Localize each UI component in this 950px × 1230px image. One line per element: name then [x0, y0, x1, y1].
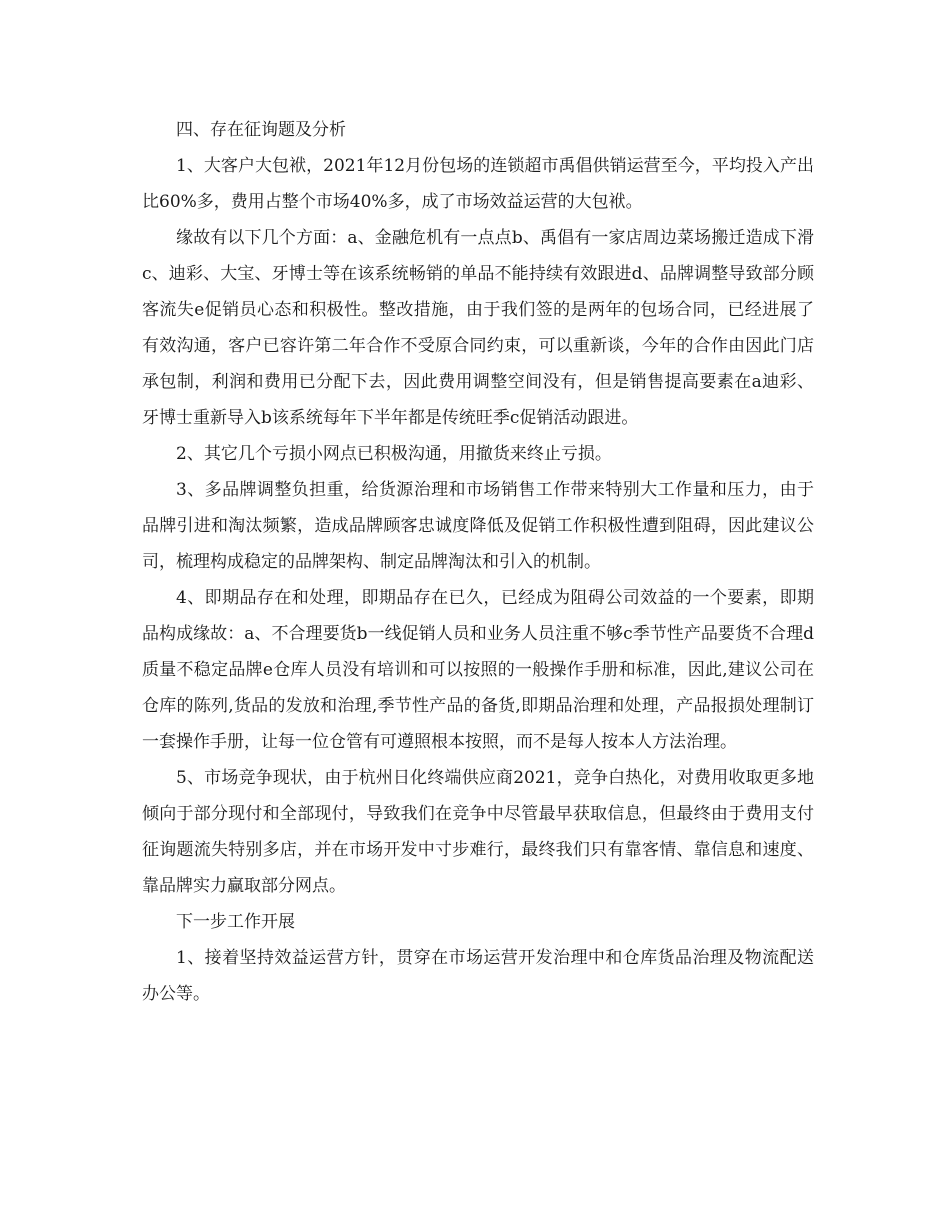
section-heading-next-steps: 下一步工作开展: [176, 912, 295, 932]
section-heading-issues: 四、存在征询题及分析: [176, 120, 346, 140]
paragraph-small-outlets: 2、其它几个亏损小网点已积极沟通，用撤货来终止亏损。: [176, 444, 612, 464]
paragraph-competition: 5、市场竞争现状，由于杭州日化终端供应商2021，竞争白热化，对费用收取更多地倾向于部分现付和全部现付，导致我们在竞争中尽管最早获取信息，但最终由于费用支付征询题流失特别多店，并在市场开发中寸步难行，最终我们只有靠客情、靠信息和速度、靠品牌实力赢取部分网点。: [142, 768, 814, 896]
paragraph-next-step-1: 1、接着坚持效益运营方针，贯穿在市场运营开发治理中和仓库货品治理及物流配送办公等。: [142, 948, 814, 1004]
paragraph-reasons: 缘故有以下几个方面：a、金融危机有一点点b、禹倡有一家店周边菜场搬迁造成下滑c、迪彩、大宝、牙博士等在该系统畅销的单品不能持续有效跟进d、品牌调整导致部分顾客流失e促销员心态和积极性。整改措施，由于我们签的是两年的包场合同，已经进展了有效沟通，客户已容许第二年合作不受原合同约束，可以重新谈，今年的合作由因此门店承包制，利润和费用已分配下去，因此费用调整空间没有，但是销售提高要素在a迪彩、牙博士重新导入b该系统每年下半年都是传统旺季c促销活动跟进。: [142, 228, 814, 428]
paragraph-big-customer: 1、大客户大包袱，2021年12月份包场的连锁超市禹倡供销运营至今，平均投入产出比60%多，费用占整个市场40%多，成了市场效益运营的大包袱。: [142, 156, 814, 212]
paragraph-near-expiry: 4、即期品存在和处理，即期品存在已久，已经成为阻碍公司效益的一个要素，即期品构成缘故：a、不合理要货b一线促销人员和业务人员注重不够c季节性产品要货不合理d质量不稳定品牌e仓库人员没有培训和可以按照的一般操作手册和标准，因此,建议公司在仓库的陈列,货品的发放和治理,季节性产品的备货,即期品治理和处理，产品报损处理制订一套操作手册，让每一位仓管有可遵照根本按照，而不是每人按本人方法治理。: [142, 588, 814, 752]
document-body: [142, 112, 814, 1012]
paragraph-multi-brand: 3、多品牌调整负担重，给货源治理和市场销售工作带来特别大工作量和压力，由于品牌引进和淘汰频繁，造成品牌顾客忠诚度降低及促销工作积极性遭到阻碍，因此建议公司，梳理构成稳定的品牌架构、制定品牌淘汰和引入的机制。: [142, 480, 814, 572]
